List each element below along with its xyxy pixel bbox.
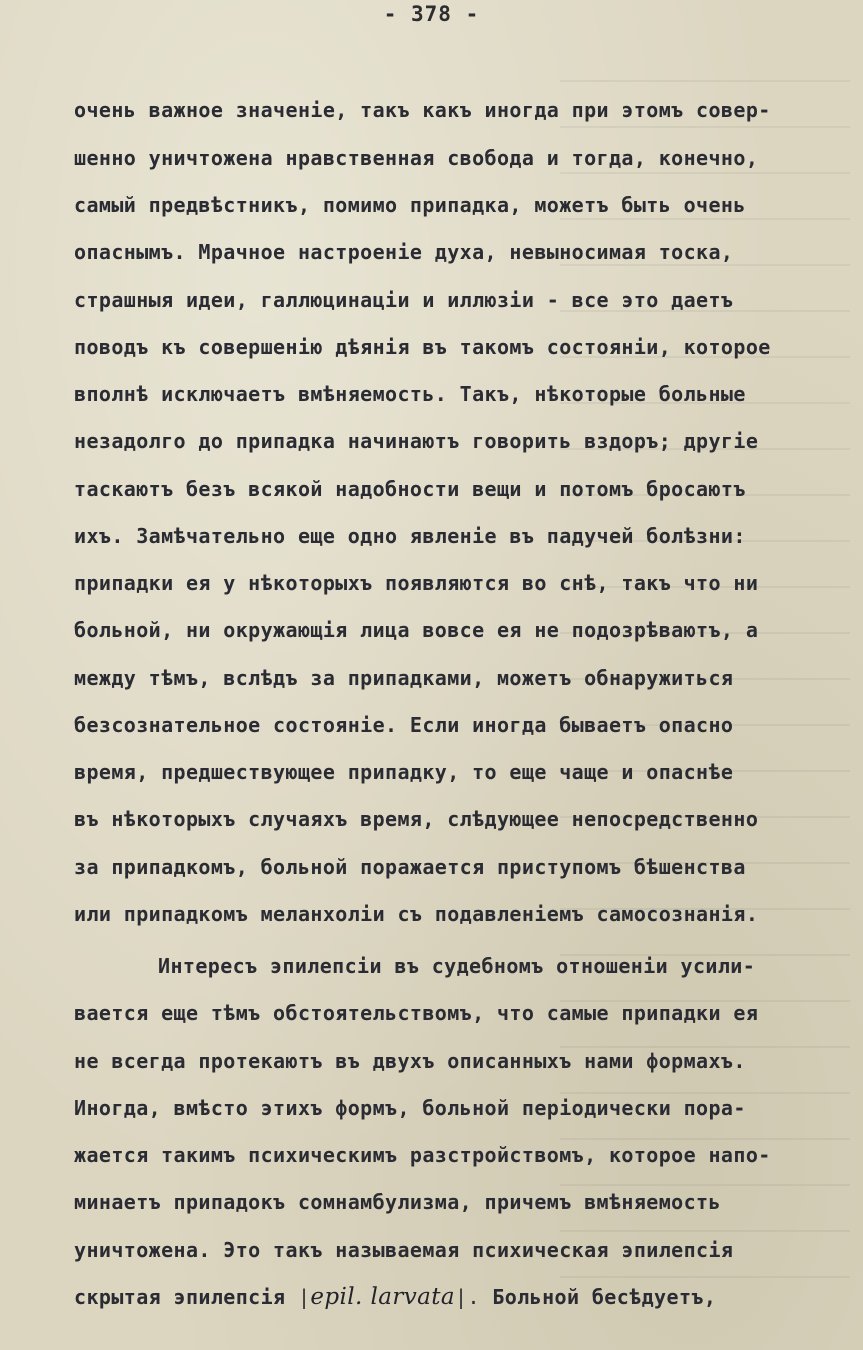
text-line: незадолго до припадка начинаютъ говорить вздоръ; другіе — [74, 429, 759, 453]
text-line: ихъ. Замѣчательно еще одно явленіе въ падучей болѣзни: — [74, 524, 746, 548]
text-line: больной, ни окружающія лица вовсе ея не подозрѣваютъ, а — [74, 618, 759, 642]
last-text-line — [74, 1285, 716, 1309]
text-line: уничтожена. Это такъ называемая психическая эпилепсія — [74, 1238, 734, 1262]
text-line: время, предшествующее припадку, то еще чаще и опаснѣе — [74, 760, 734, 784]
text-line: опаснымъ. Мрачное настроеніе духа, невыносимая тоска, — [74, 240, 734, 264]
text-line: жается такимъ психическимъ разстройствомъ, которое напо- — [74, 1143, 771, 1167]
text-line: за припадкомъ, больной поражается приступомъ бѣшенства — [74, 855, 746, 879]
text-line: минаетъ припадокъ сомнамбулизма, причемъ вмѣняемость — [74, 1190, 721, 1214]
text-line: въ нѣкоторыхъ случаяхъ время, слѣдующее непосредственно — [74, 807, 759, 831]
bracket-open: | — [297, 1285, 311, 1309]
last-line-start: скрытая эпилепсія — [74, 1285, 286, 1309]
last-line-end: Больной бесѣдуетъ, — [492, 1285, 717, 1309]
handwritten-insertion: epil. larvata — [310, 1284, 455, 1310]
text-line: припадки ея у нѣкоторыхъ появляются во снѣ, такъ что ни — [74, 571, 759, 595]
text-line: вполнѣ исключаетъ вмѣняемость. Такъ, нѣкоторые больные — [74, 382, 746, 406]
paragraph-first-line: Интересъ эпилепсіи въ судебномъ отношеніи усили- — [158, 954, 756, 978]
text-line: таскаютъ безъ всякой надобности вещи и потомъ бросаютъ — [74, 477, 746, 501]
text-line: между тѣмъ, вслѣдъ за припадками, можетъ обнаружиться — [74, 666, 734, 690]
text-line: Иногда, вмѣсто этихъ формъ, больной періодически пора- — [74, 1096, 746, 1120]
text-line: очень важное значеніе, такъ какъ иногда при этомъ совер- — [74, 98, 771, 122]
text-line: безсознательное состояніе. Если иногда бываетъ опасно — [74, 713, 734, 737]
text-line: поводъ къ совершенію дѣянія въ такомъ состояніи, которое — [74, 335, 771, 359]
bracket-close: |. — [455, 1285, 493, 1309]
text-line: вается еще тѣмъ обстоятельствомъ, что самые припадки ея — [74, 1001, 759, 1025]
page-number: - 378 - — [383, 2, 480, 26]
text-line: шенно уничтожена нравственная свобода и тогда, конечно, — [74, 146, 759, 170]
text-line: не всегда протекаютъ въ двухъ описанныхъ нами формахъ. — [74, 1049, 746, 1073]
text-line: или припадкомъ меланхоліи съ подавленіемъ самосознанія. — [74, 902, 759, 926]
text-line: страшныя идеи, галлюцинаціи и иллюзіи - все это даетъ — [74, 288, 734, 312]
text-line: самый предвѣстникъ, помимо припадка, можетъ быть очень — [74, 193, 746, 217]
